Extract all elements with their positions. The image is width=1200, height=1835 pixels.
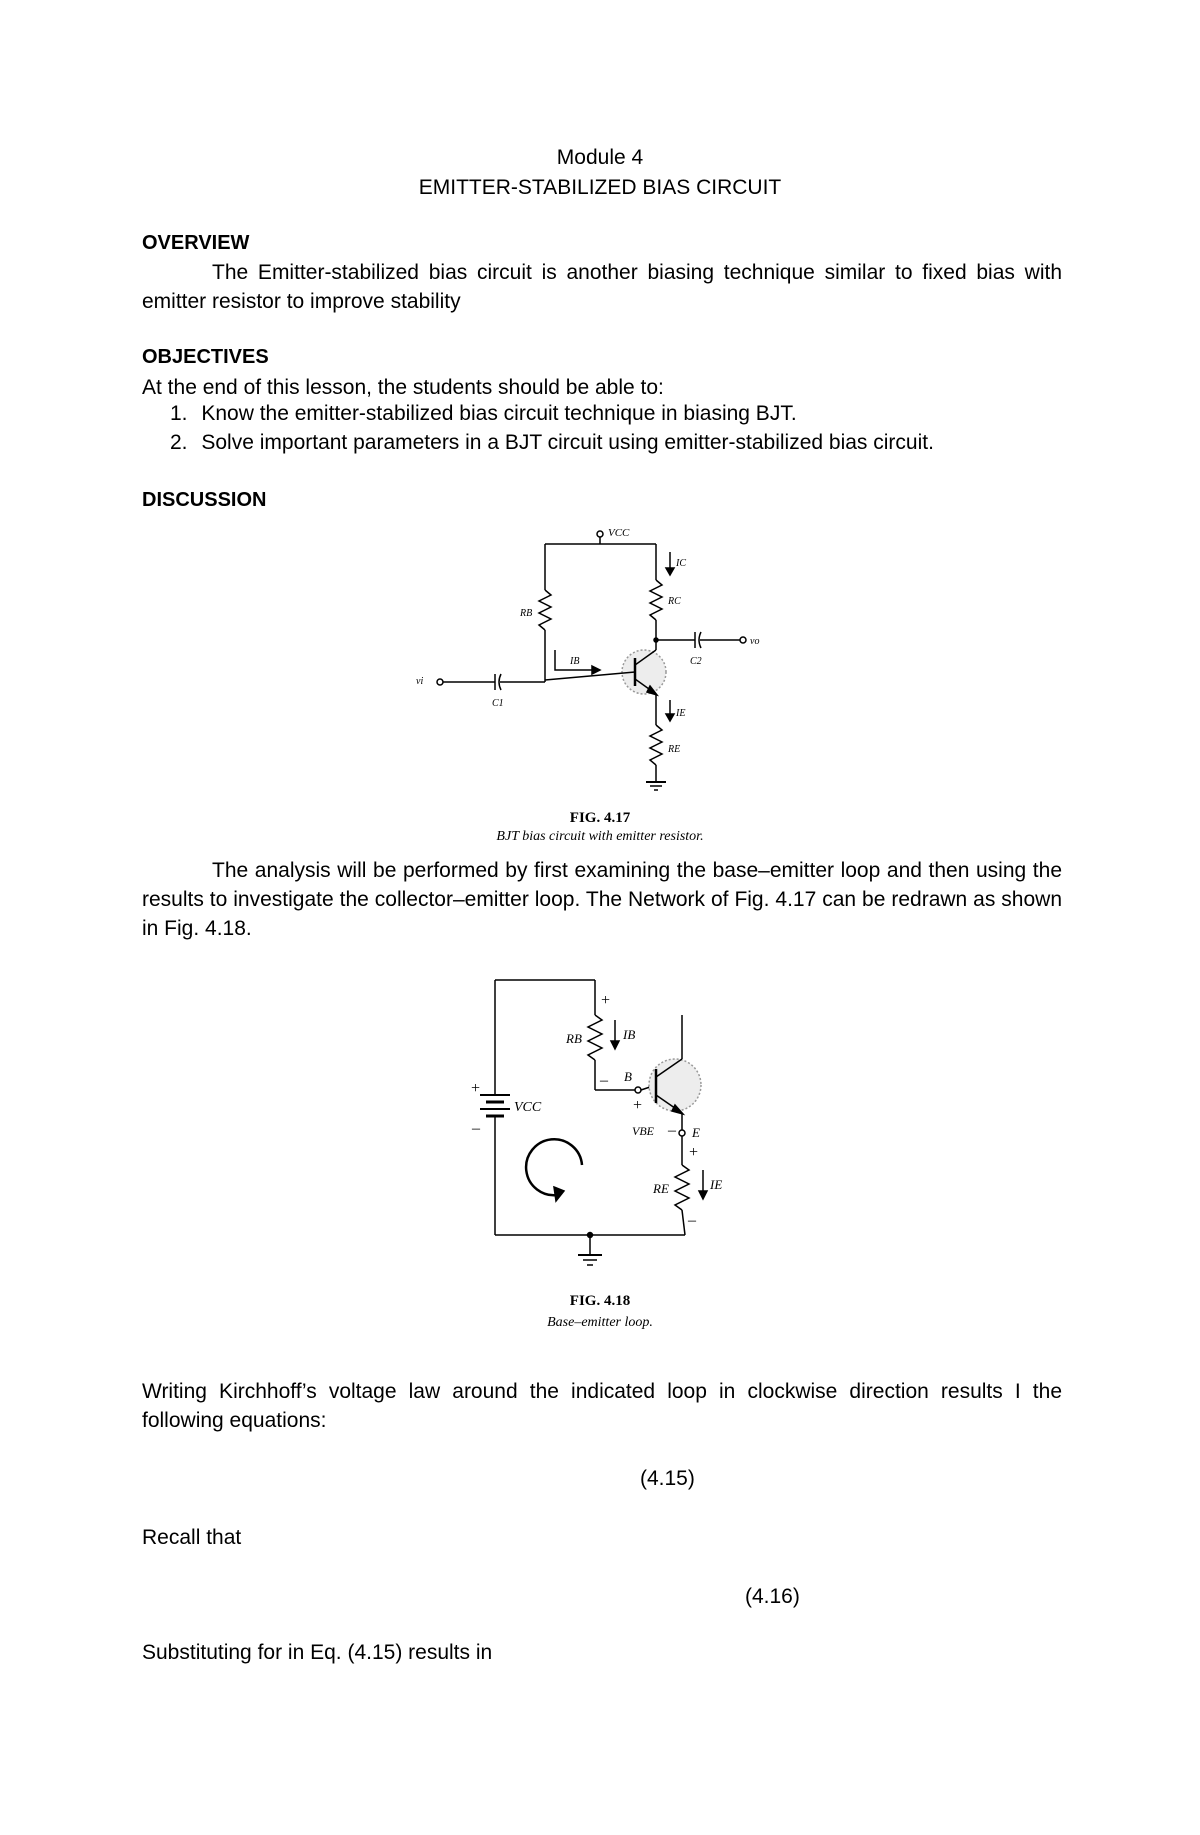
fig1-ib-label: IB: [570, 656, 580, 667]
objective-number: 1.: [170, 402, 188, 425]
fig2-vbe-minus: –: [668, 1122, 676, 1139]
objective-text: Know the emitter-stabilized bias circuit technique in biasing BJT.: [201, 402, 797, 425]
fig2-re-plus: +: [688, 1144, 699, 1161]
objectives-heading: OBJECTIVES: [142, 346, 269, 368]
fig2-ie-label: IE: [710, 1177, 723, 1192]
fig2-battery-plus: +: [470, 1080, 481, 1097]
fig1-vcc-label: VCC: [608, 527, 630, 539]
fig2-e-label: E: [692, 1125, 700, 1140]
overview-text: The Emitter-stabilized bias circuit is another biasing technique similar to fixed bias with emitter resistor to improve stability: [142, 261, 1062, 313]
equation-number-4-16: (4.16): [745, 1585, 800, 1608]
fig2-caption: FIG. 4.18: [569, 1293, 631, 1309]
analysis-paragraph: The analysis will be performed by first examining the base–emitter loop and then using the results to investigate the collector–emitter loop. The Network of Fig. 4.17 can be redrawn as shown in Fig. 4.18.: [142, 859, 1062, 940]
fig2-ib-label: IB: [623, 1027, 636, 1042]
kvl-paragraph: Writing Kirchhoff’s voltage law around the indicated loop in clockwise direction results I the following equations:: [142, 1380, 1062, 1432]
fig2-rb-label: RB: [566, 1031, 582, 1046]
fig1-rb-label: RB: [520, 608, 533, 619]
circuit-diagram-fig-4-17: [416, 520, 780, 810]
objectives-intro: At the end of this lesson, the students should be able to:: [142, 376, 664, 399]
fig1-ie-label: IE: [676, 708, 686, 719]
fig2-re-label: RE: [653, 1181, 669, 1196]
fig1-vi-label: vi: [416, 676, 424, 687]
objective-item: [170, 402, 797, 426]
fig1-ic-label: IC: [676, 558, 686, 569]
substituting-text: Substituting for in Eq. (4.15) results in: [142, 1641, 493, 1664]
fig2-rb-plus: +: [600, 992, 611, 1009]
fig2-b-label: B: [624, 1069, 632, 1084]
fig1-c1-label: C1: [492, 698, 504, 709]
fig2-vcc-label: VCC: [514, 1100, 542, 1115]
recall-text: Recall that: [142, 1526, 242, 1549]
fig2-rb-minus: –: [600, 1072, 608, 1089]
fig1-re-label: RE: [668, 744, 681, 755]
fig2-vbe-label: VBE: [632, 1124, 654, 1138]
circuit-diagram-fig-4-18: [460, 975, 760, 1275]
fig1-rc-label: RC: [668, 596, 681, 607]
objective-item: [170, 431, 934, 455]
fig2-vbe-plus: +: [632, 1097, 643, 1114]
fig2-re-minus: –: [688, 1212, 696, 1229]
fig2-subcaption: Base–emitter loop.: [547, 1315, 653, 1330]
fig2-battery-minus: –: [472, 1120, 480, 1137]
objective-text: Solve important parameters in a BJT circuit using emitter-stabilized bias circuit.: [201, 431, 934, 454]
module-title: Module 4: [556, 146, 644, 169]
module-subtitle: EMITTER-STABILIZED BIAS CIRCUIT: [418, 176, 782, 199]
objective-number: 2.: [170, 431, 188, 454]
fig1-vo-label: vo: [750, 636, 760, 647]
discussion-heading: DISCUSSION: [142, 489, 267, 511]
fig1-c2-label: C2: [690, 656, 702, 667]
overview-heading: OVERVIEW: [142, 232, 250, 254]
equation-number-4-15: (4.15): [640, 1467, 695, 1490]
fig1-subcaption: BJT bias circuit with emitter resistor.: [496, 829, 704, 844]
fig1-caption: FIG. 4.17: [569, 810, 631, 826]
